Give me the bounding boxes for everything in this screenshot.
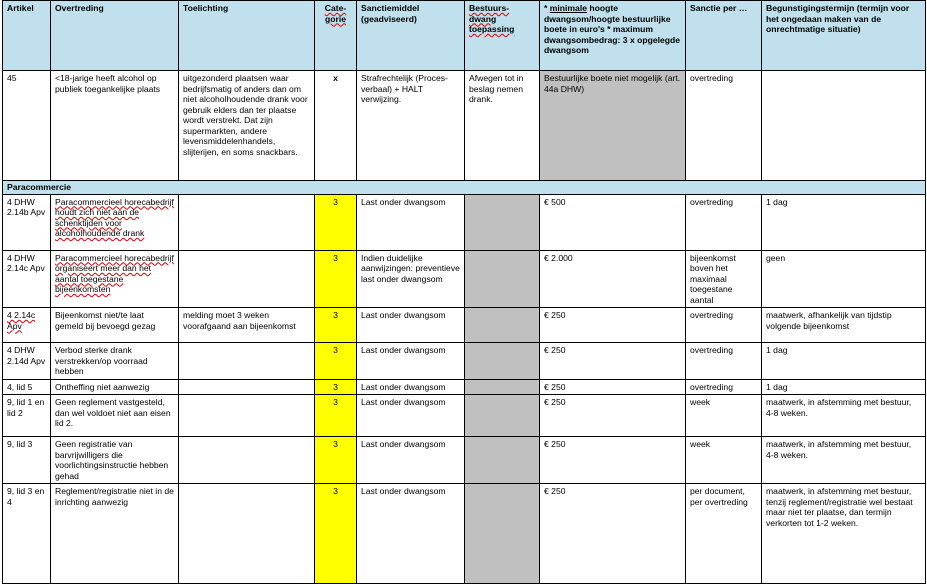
cell-artikel: 45	[3, 71, 51, 181]
cell-overtreding: Reglement/registratie niet in de inrichting aanwezig	[51, 484, 179, 584]
header-begunstigingstermijn: Begunstigingstermijn (termijn voor het ongedaan maken van de onrechtmatige situatie)	[762, 1, 926, 71]
table-row	[3, 308, 926, 343]
header-artikel: Artikel	[3, 1, 51, 71]
cell-boete: € 250	[540, 437, 686, 484]
cell-toelichting	[179, 395, 315, 437]
cell-toelichting	[179, 343, 315, 380]
cell-bestuursdwang	[465, 308, 540, 343]
cell-overtreding: Ontheffing niet aanwezig	[51, 379, 179, 395]
header-boete-rest: hoogte dwangsom/hoogte bestuurlijke boete in euro's * maximum dwangsombedrag: 3 x opgelegde dwangsom	[544, 3, 681, 55]
cell-overtreding: Geen registratie van barvrijwilligers die voorlichtingsinstructie hebben gehad	[51, 437, 179, 484]
cell-begunstigingstermijn: maatwerk, in afstemming met bestuur, tenzij reglement/registratie wel bestaat maar niet ter plaatse, dan termijn verkorten tot 1-2 weken.	[762, 484, 926, 584]
cell-artikel: 9, lid 3 en 4	[3, 484, 51, 584]
table-row	[3, 71, 926, 181]
cell-categorie: 3	[315, 395, 357, 437]
cell-sanctie-per: week	[686, 395, 762, 437]
cell-sanctiemiddel: Last onder dwangsom	[357, 308, 465, 343]
cell-boete: € 250	[540, 484, 686, 584]
cell-sanctiemiddel: Last onder dwangsom	[357, 395, 465, 437]
cell-sanctiemiddel: Last onder dwangsom	[357, 437, 465, 484]
cell-begunstigingstermijn: 1 dag	[762, 379, 926, 395]
header-categorie-text: Cate-gorie	[324, 3, 347, 24]
cell-sanctie-per: per document, per overtreding	[686, 484, 762, 584]
cell-categorie: 3	[315, 437, 357, 484]
cell-sanctiemiddel: Strafrechtelijk (Proces-verbaal) + HALT verwijzing.	[357, 71, 465, 181]
cell-boete: Bestuurlijke boete niet mogelijk (art. 44a DHW)	[540, 71, 686, 181]
header-categorie	[315, 1, 357, 71]
cell-categorie: 3	[315, 484, 357, 584]
cell-artikel-text: 4 2.14c Apv	[7, 310, 36, 331]
header-boete-prefix: *	[544, 3, 550, 13]
table-row	[3, 437, 926, 484]
cell-bestuursdwang	[465, 343, 540, 380]
cell-begunstigingstermijn: 1 dag	[762, 194, 926, 250]
cell-overtreding: Verbod sterke drank verstrekken/op voorraad hebben	[51, 343, 179, 380]
sanction-table	[2, 0, 926, 584]
table-row	[3, 343, 926, 380]
cell-overtreding	[51, 194, 179, 250]
cell-artikel: 4 DHW 2.14b Apv	[3, 194, 51, 250]
cell-overtreding: <18-jarige heeft alcohol op publiek toegankelijke plaats	[51, 71, 179, 181]
cell-artikel: 4 DHW 2.14d Apv	[3, 343, 51, 380]
header-bestuursdwang-text: Bestuurs-dwang toepassing	[469, 3, 515, 34]
cell-sanctie-per: overtreding	[686, 379, 762, 395]
table-row	[3, 484, 926, 584]
cell-toelichting: uitgezonderd plaatsen waar bedrijfsmatig of anders dan om niet alcoholhoudende drank voor gebruik elders dan ter plaatse wordt verstrekt. Dat zijn supermarkten, andere levensmiddelenhandels, slijterijen, en soms snackbars.	[179, 71, 315, 181]
header-boete	[540, 1, 686, 71]
cell-begunstigingstermijn: maatwerk, afhankelijk van tijdstip volgende bijeenkomst	[762, 308, 926, 343]
cell-bestuursdwang	[465, 484, 540, 584]
cell-bestuursdwang	[465, 395, 540, 437]
cell-categorie: 3	[315, 194, 357, 250]
cell-categorie: 3	[315, 379, 357, 395]
table-row	[3, 250, 926, 308]
cell-sanctie-per: overtreding	[686, 308, 762, 343]
cell-sanctiemiddel: Last onder dwangsom	[357, 379, 465, 395]
cell-toelichting	[179, 250, 315, 308]
cell-bestuursdwang: Afwegen tot in beslag nemen drank.	[465, 71, 540, 181]
cell-boete: € 250	[540, 395, 686, 437]
cell-sanctiemiddel: Indien duidelijke aanwijzingen: preventieve last onder dwangsom	[357, 250, 465, 308]
cell-bestuursdwang	[465, 437, 540, 484]
header-overtreding: Overtreding	[51, 1, 179, 71]
cell-artikel: 9, lid 1 en lid 2	[3, 395, 51, 437]
cell-overtreding-text: Paracommercieel horecabedrijf houdt zich niet aan de schenktijden voor alcoholhoudende drank	[55, 196, 174, 238]
cell-sanctiemiddel: Last onder dwangsom	[357, 484, 465, 584]
header-sanctie-per: Sanctie per …	[686, 1, 762, 71]
cell-sanctiemiddel: Last onder dwangsom	[357, 194, 465, 250]
table-row	[3, 194, 926, 250]
cell-toelichting	[179, 437, 315, 484]
cell-sanctie-per: overtreding	[686, 71, 762, 181]
cell-begunstigingstermijn: 1 dag	[762, 343, 926, 380]
header-bestuursdwang	[465, 1, 540, 71]
cell-artikel: 4 DHW 2.14c Apv	[3, 250, 51, 308]
header-sanctiemiddel: Sanctiemiddel (geadviseerd)	[357, 1, 465, 71]
cell-boete: € 500	[540, 194, 686, 250]
cell-categorie: 3	[315, 343, 357, 380]
cell-sanctie-per: overtreding	[686, 343, 762, 380]
cell-sanctie-per: overtreding	[686, 194, 762, 250]
cell-begunstigingstermijn: geen	[762, 250, 926, 308]
cell-categorie: 3	[315, 250, 357, 308]
cell-overtreding: Geen reglement vastgesteld, dan wel voldoet niet aan eisen lid 2.	[51, 395, 179, 437]
cell-toelichting	[179, 484, 315, 584]
cell-begunstigingstermijn: maatwerk, in afstemming met bestuur, 4-8 weken.	[762, 395, 926, 437]
cell-artikel	[3, 308, 51, 343]
cell-toelichting: melding moet 3 weken voorafgaand aan bijeenkomst	[179, 308, 315, 343]
section-title: Paracommercie	[3, 181, 926, 195]
cell-overtreding-text: Paracommercieel horecabedrijf organiseert meer dan het aantal toegestane bijeenkomsten	[55, 252, 174, 294]
cell-bestuursdwang	[465, 250, 540, 308]
cell-toelichting	[179, 194, 315, 250]
cell-artikel: 4, lid 5	[3, 379, 51, 395]
cell-overtreding: Bijeenkomst niet/te laat gemeld bij bevoegd gezag	[51, 308, 179, 343]
table-row	[3, 379, 926, 395]
cell-bestuursdwang	[465, 194, 540, 250]
cell-boete: € 250	[540, 343, 686, 380]
cell-sanctie-per: week	[686, 437, 762, 484]
cell-boete: € 250	[540, 379, 686, 395]
cell-sanctiemiddel: Last onder dwangsom	[357, 343, 465, 380]
cell-toelichting	[179, 379, 315, 395]
cell-boete: € 2.000	[540, 250, 686, 308]
cell-begunstigingstermijn	[762, 71, 926, 181]
table-row	[3, 395, 926, 437]
cell-artikel: 9, lid 3	[3, 437, 51, 484]
cell-overtreding	[51, 250, 179, 308]
header-toelichting: Toelichting	[179, 1, 315, 71]
cell-sanctie-per: bijeenkomst boven het maximaal toegestane aantal	[686, 250, 762, 308]
cell-categorie: 3	[315, 308, 357, 343]
cell-boete: € 250	[540, 308, 686, 343]
header-row	[3, 1, 926, 71]
cell-categorie: x	[315, 71, 357, 181]
section-row	[3, 181, 926, 195]
cell-bestuursdwang	[465, 379, 540, 395]
header-boete-underlined: minimale	[549, 3, 587, 13]
cell-begunstigingstermijn: maatwerk, in afstemming met bestuur, 4-8 weken.	[762, 437, 926, 484]
